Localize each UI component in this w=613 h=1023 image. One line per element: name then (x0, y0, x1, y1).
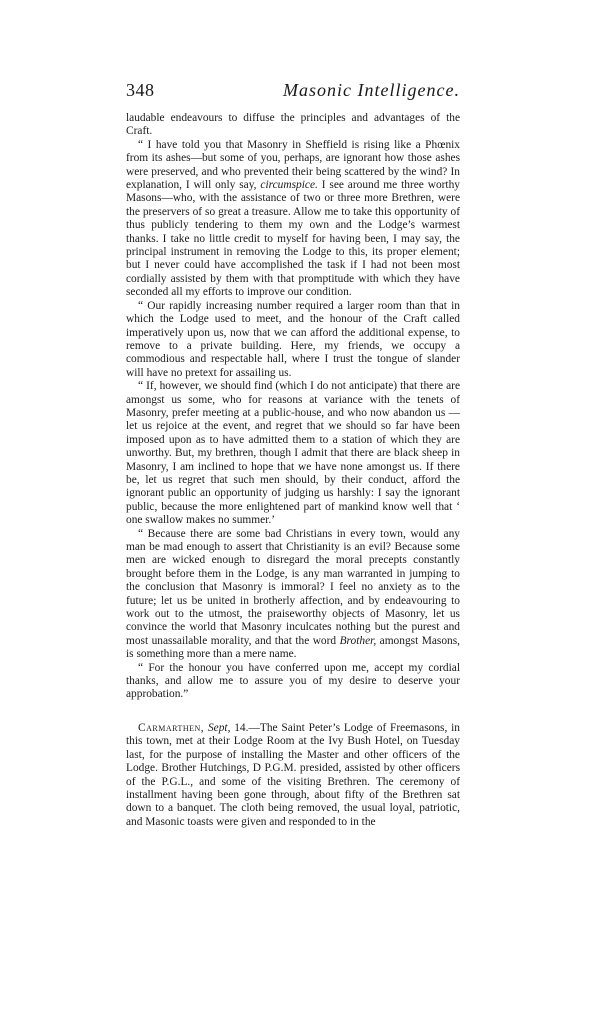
paragraph-text: “ Because there are some bad Christians in every town, would any man be mad enough to assert that Christianity is an evil? Because some men are wicked enough to disregard the moral precepts constantly brought before them in the Lodge, is any man warranted in jumping to the conclusion that Masonry is immoral? I feel no anxiety as to the future; let us be united in brotherly affection, and by endeavouring to work out to the utmost, the praiseworthy objects of Masonry, let us convince the world that Masonry inculcates nothing but the purest and most unassailable morality, and that the word (126, 527, 460, 647)
italic-word: Brother, (339, 634, 377, 647)
running-title: Masonic Intelligence. (283, 80, 460, 100)
page-number: 348 (126, 80, 155, 100)
report-date: Sept, (207, 721, 231, 734)
paragraph-text: “ I have told you that Masonry in Sheffield is rising like a Phœnix from its ashes—but some of you, perhaps, are ignorant how those ashes were preserved, and who prevented their being scattered by the wind? In explanation, I will only say, (126, 138, 460, 192)
paragraph (126, 139, 460, 300)
paragraph: “ Our rapidly increasing number required a larger room than that in which the Lodge used to meet, and the honour of the Craft called imperatively upon us, now that we can afford the additional expense, to remove to a private building. Here, my friends, we occupy a commodious and respectable hall, where I trust the tongue of slander will have no pretext for assailing us. (126, 299, 460, 379)
report-place: Carmarthen, (138, 721, 205, 734)
page-header (126, 80, 460, 104)
paragraph (126, 528, 460, 662)
body-text (126, 112, 460, 829)
paragraph: “ For the honour you have conferred upon me, accept my cordial thanks, and allow me to assure you of my desire to deserve your approbation.” (126, 661, 460, 701)
paragraph: “ If, however, we should find (which I do not anticipate) that there are amongst us some, who for reasons at variance with the tenets of Masonry, prefer meeting at a public-house, and who now abandon us —let us rejoice at the event, and regret that we should so far have been imposed upon as to have admitted them to a station of which they are unworthy. But, my brethren, though I admit that there are black sheep in Masonry, I am inclined to hope that we have none amongst us. If there be, let us regret that such men should, by their conduct, afford the ignorant public an opportunity of judging us harshly: I say the ignorant public, because the more enlightened part of mankind know well that ‘ one swallow makes no summer.’ (126, 380, 460, 527)
news-report (126, 722, 460, 829)
paragraph-text: I see around me three worthy Masons—who, with the assistance of two or three more Brethren, were the preservers of so great a treasure. Allow me to take this opportunity of thus publicly tendering to them my own and the Lodge’s warmest thanks. I take no little credit to myself for having been, I may say, the principal instrument in removing the Lodge to this, its proper element; but I never could have accomplished the task if I had not been most cordially assisted by them with that promptitude with which they have seconded all my efforts to improve our condition. (126, 179, 460, 299)
paragraph: laudable endeavours to diffuse the principles and advantages of the Craft. (126, 112, 460, 138)
report-text: 14.—The Saint Peter’s Lodge of Freemasons, in this town, met at their Lodge Room at the Ivy Bush Hotel, on Tuesday last, for the purpose of installing the Master and other officers of the Lodge. Brother Hutchings, D P.G.M. presided, assisted by other officers of the P.G.L., and some of the visiting Brethren. The ceremony of installment having been gone through, about fifty of the Brethren sat down to a banquet. The cloth being removed, the usual loyal, patriotic, and Masonic toasts were given and responded to in the (126, 721, 460, 828)
italic-word: circumspice. (260, 179, 318, 192)
paragraph-text: amongst Masons, is something more than a mere name. (126, 634, 460, 661)
section-gap (126, 702, 460, 722)
